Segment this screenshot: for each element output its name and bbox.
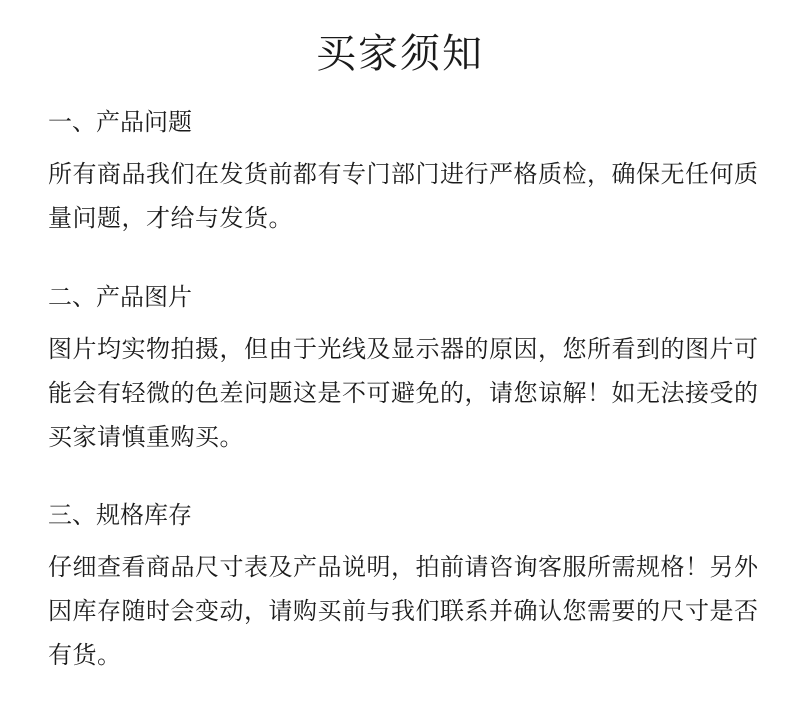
section-body: 仔细查看商品尺寸表及产品说明，拍前请咨询客服所需规格！另外因库存随时会变动，请购买前与我们联系并确认您需要的尺寸是否有货。 xyxy=(48,553,759,669)
section-body: 图片均实物拍摄，但由于光线及显示器的原因，您所看到的图片可能会有轻微的色差问题这是不可避免的，请您谅解！如无法接受的买家请慎重购买。 xyxy=(48,335,759,451)
section-product-issues xyxy=(48,107,768,240)
section-heading: 一、产品问题 xyxy=(48,108,192,136)
section-product-images xyxy=(48,282,768,459)
section-size-stock xyxy=(48,500,768,677)
page-title: 买家须知 xyxy=(316,31,484,77)
section-heading: 三、规格库存 xyxy=(48,501,192,529)
section-body: 所有商品我们在发货前都有专门部门进行严格质检，确保无任何质量问题，才给与发货。 xyxy=(48,160,759,232)
section-heading: 二、产品图片 xyxy=(48,283,192,311)
